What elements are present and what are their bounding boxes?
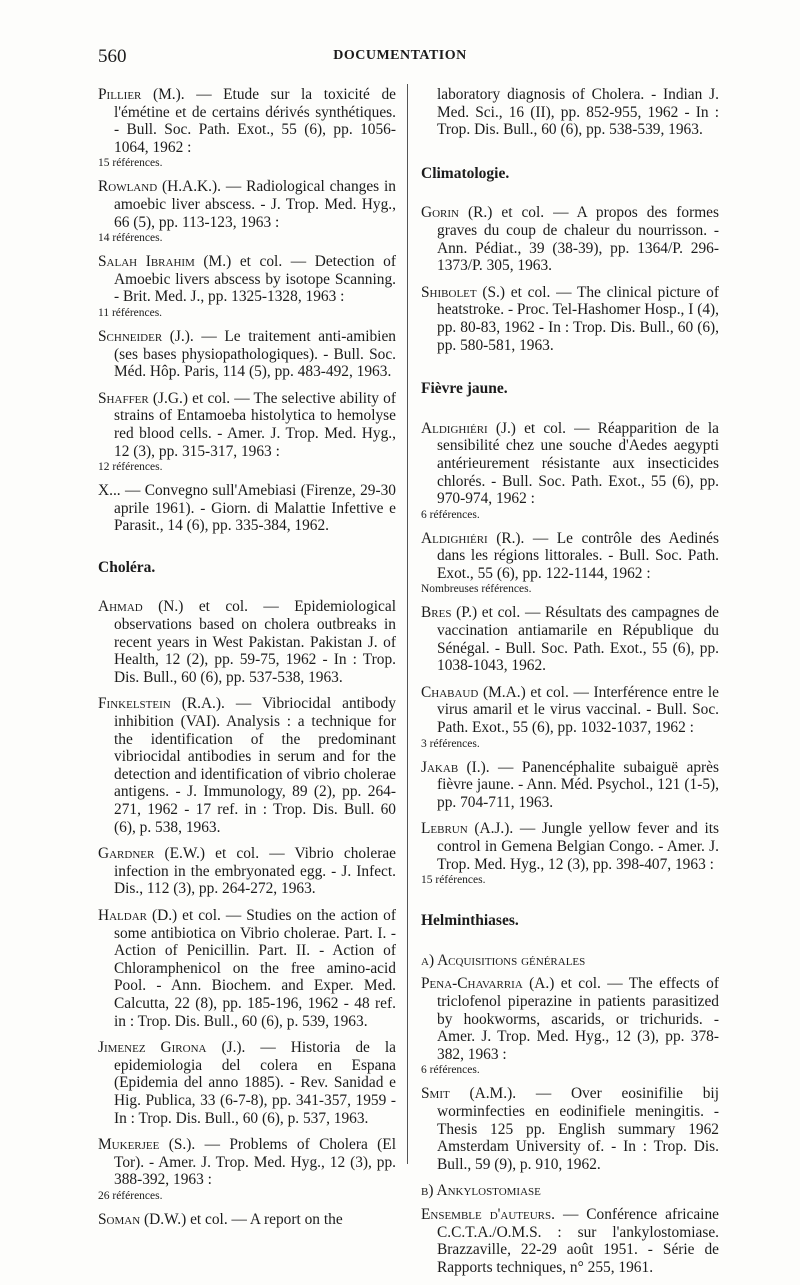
- entry-text: — Convegno sull'Amebiasi (Firenze, 29-30 aprile 1961). - Giorn. di Malattie Infettive e Parasit., 14 (6), pp. 335-384, 1962.: [114, 482, 396, 535]
- entry-refs: 3 références.: [421, 737, 480, 750]
- entry-author: Ensemble d'auteurs.: [421, 1205, 555, 1223]
- bibliography-entry: [421, 975, 719, 1076]
- entry-text: et col. — The effects of triclofenol piperazine in patients parasitized by hookworms, ascarids, or trichurids. - Amer. J. Trop. Med. Hyg., 12 (3), pp. 378-382, 1963 :: [437, 975, 719, 1063]
- bibliography-entry: [421, 1206, 719, 1276]
- bibliography-entry: [98, 328, 396, 381]
- entry-author: Lebrun (A.J.).: [421, 820, 514, 838]
- entry-text: — Jungle yellow fever and its control in Gemena Belgian Congo. - Amer. J. Trop. Med. Hyg., 12 (3), pp. 398-407, 1963 :: [437, 820, 719, 873]
- bibliography-entry: [421, 420, 719, 521]
- entry-text: et col. — A propos des formes graves du coup de chaleur du nourrisson. - Ann. Pédiat., 39 (38-39), pp. 1364/P. 296-1373/P. 305, 1963.: [437, 204, 719, 275]
- entry-text: — Radiological changes in amoebic liver abscess. - J. Trop. Med. Hyg., 66 (5), pp. 113-123, 1963 :: [114, 178, 396, 231]
- entry-author: Pena-Chavarria (A.): [421, 975, 555, 993]
- entry-author: X...: [98, 482, 121, 500]
- subsection-heading-a: a) Acquisitions générales: [421, 951, 586, 969]
- entry-refs: 11 références.: [98, 306, 163, 319]
- bibliography-entry: [421, 820, 719, 886]
- entry-author: Pillier (M.).: [98, 86, 185, 103]
- bibliography-entry: [421, 284, 719, 354]
- entry-text: et col. — Studies on the action of some antibiotica on Vibrio cholerae. Part. I. - Action of Penicillin. Part. II. - Action of Chloramphenicol on the free amino-acid Pool. - Ann. Biochem. and Exper. Med. Calcutta, 22 (8), pp. 185-196, 1962 - 48 ref. in : Trop. Dis. Bull., 60 (6), p. 539, 1963.: [114, 906, 396, 1030]
- column-divider: [407, 84, 408, 1164]
- entry-text: — Le contrôle des Aedinés dans les régions littorales. - Bull. Soc. Path. Exot., 55 (6), pp. 122-1144, 1962 :: [437, 529, 719, 582]
- entry-refs: 12 références.: [98, 461, 163, 474]
- bibliography-entry: [98, 1039, 396, 1127]
- bibliography-entry: [98, 390, 396, 473]
- running-head: DOCUMENTATION: [333, 48, 467, 63]
- entry-refs: 26 références.: [98, 1189, 163, 1202]
- entry-author: Rowland (H.A.K.).: [98, 178, 221, 196]
- entry-text: et col. — Réapparition de la sensibilité chez une souche d'Aedes aegypti antérieurement résistante aux insecticides chlorés. - Bull. Soc. Path. Exot., 55 (6), pp. 970-974, 1962 :: [437, 419, 719, 508]
- entry-author: Chabaud (M.A.): [421, 683, 526, 701]
- entry-author: Bres (P.): [421, 604, 478, 622]
- bibliography-entry: [421, 1085, 719, 1173]
- section-heading-climatologie: Climatologie.: [421, 164, 510, 182]
- entry-author: Ahmad (N.): [98, 598, 184, 616]
- bibliography-entry: [98, 695, 396, 836]
- bibliography-entry: [421, 684, 719, 750]
- bibliography-entry: [98, 907, 396, 1030]
- right-column: [421, 86, 719, 1285]
- entry-author: Haldar (D.): [98, 906, 178, 924]
- entry-text: — Problems of Cholera (El Tor). - Amer. J. Trop. Med. Hyg., 12 (3), pp. 388-392, 1963 :: [114, 1136, 396, 1189]
- entry-text: et col. — Interférence entre le virus amaril et le virus vaccinal. - Bull. Soc. Path. Exot., 55 (6), pp. 1032-1037, 1962 :: [437, 683, 719, 737]
- entry-text: et col. — The selective ability of strains of Entamoeba histolytica to hemolyse red blood cells. - Amer. J. Trop. Med. Hyg., 12 (3), pp. 315-317, 1963 :: [114, 389, 396, 460]
- entry-text: et col. — Detection of Amoebic livers abscess by isotope Scanning. - Brit. Med. J., pp. 1325-1328, 1963 :: [114, 253, 396, 306]
- bibliography-entry: [421, 530, 719, 596]
- entry-refs: Nombreuses références.: [421, 583, 532, 596]
- entry-author: Gorin (R.): [421, 204, 493, 222]
- section-heading-fievre-jaune: Fièvre jaune.: [421, 380, 508, 398]
- page-number: 560: [98, 46, 127, 67]
- entry-refs: 6 références.: [421, 508, 480, 521]
- entry-author: Salah Ibrahim (M.): [98, 253, 232, 271]
- entry-continuation: laboratory diagnosis of Cholera. - Indian J. Med. Sci., 16 (II), pp. 852-955, 1962 - In : Trop. Dis. Bull., 60 (6), pp. 538-539, 1963.: [437, 86, 719, 139]
- entry-text: — Historia de la epidemiologia del colera en Espana (Epidemia del anno 1885). - Rev. Sanidad e Hig. Publica, 33 (6-7-8), pp. 341-357, 1959 - In : Trop. Dis. Bull., 60 (6), p. 537, 1963.: [114, 1039, 396, 1127]
- entry-text: et col. — Epidemiological observations based on cholera outbreaks in recent years in West Pakistan. Pakistan J. of Health, 12 (2), pp. 59-75, 1962 - In : Trop. Dis. Bull., 60 (6), pp. 537-538, 1963.: [114, 598, 396, 686]
- entry-text: et col. — Vibrio cholerae infection in the embryonated egg. - J. Infect. Dis., 112 (3), pp. 264-272, 1963.: [114, 845, 396, 898]
- entry-text: — Conférence africaine C.C.T.A./O.M.S. : sur l'ankylostomiase. Brazzaville, 22-29 août 1951. - Série de Rapports techniques, n° 255, 1961.: [437, 1205, 719, 1276]
- entry-refs: 15 références.: [421, 874, 486, 887]
- entry-text: — Vibriocidal antibody inhibition (VAI). Analysis : a technique for the identification of the predominant vibriocidal antibodies in serum and for the detection and identification of vibrio cholerae antigens. - J. Immunology, 89 (2), pp. 264-271, 1962 - 17 ref. in : Trop. Dis. Bull. 60 (6), p. 538, 1963.: [114, 695, 396, 836]
- subsection-heading-b: b) Ankylostomiase: [421, 1182, 541, 1200]
- entry-refs: 14 références.: [98, 232, 163, 245]
- entry-author: Schneider (J.).: [98, 327, 194, 345]
- entry-author: Jimenez Girona (J.).: [98, 1039, 246, 1057]
- bibliography-entry: [98, 253, 396, 319]
- entry-text: — Panencéphalite subaiguë après fièvre jaune. - Ann. Méd. Psychol., 121 (1-5), pp. 704-711, 1963.: [437, 758, 719, 811]
- entry-text: et col. — A report on the: [190, 1210, 343, 1228]
- entry-author: Shibolet (S.): [421, 283, 506, 301]
- entry-text: et col. — The clinical picture of heatstroke. - Proc. Tel-Hashomer Hosp., I (4), pp. 80-83, 1962 - In : Trop. Dis. Bull., 60 (6), pp. 580-581, 1963.: [437, 283, 720, 354]
- bibliography-entry: [98, 598, 396, 686]
- entry-author: Aldighiéri (R.).: [421, 529, 525, 547]
- entry-text: — Over eosinifilie bij worminfecties en eodinifiele meningitis. - Thesis 125 pp. English summary 1962 Amsterdam University of. - In : Trop. Dis. Bull., 59 (9), p. 910, 1962.: [437, 1085, 719, 1173]
- entry-author: Finkelstein (R.A.).: [98, 695, 225, 713]
- entry-author: Mukerjee (S.).: [98, 1136, 196, 1154]
- entry-text: et col. — Résultats des campagnes de vaccination antiamarile en République du Sénégal. - Bull. Soc. Path. Exot., 55 (6), pp. 1038-1043, 1962.: [437, 604, 719, 675]
- entry-author: Soman (D.W.): [98, 1210, 187, 1228]
- entry-author: Shaffer (J.G.): [98, 389, 188, 407]
- entry-author: Aldighiéri (J.): [421, 419, 516, 437]
- left-column: [98, 86, 396, 1237]
- bibliography-entry: [98, 845, 396, 898]
- entry-author: Gardner (E.W.): [98, 845, 205, 863]
- bibliography-entry: [421, 204, 719, 274]
- section-heading-helminthiases: Helminthiases.: [421, 912, 519, 930]
- bibliography-entry: [98, 482, 396, 535]
- bibliography-entry: [98, 1211, 396, 1229]
- entry-author: Smit (A.M.).: [421, 1085, 517, 1103]
- entry-text: — Etude sur la toxicité de l'émétine et de certains dérivés synthétiques. - Bull. Soc. Path. Exot., 55 (6), pp. 1056-1064, 1962 :: [114, 86, 396, 156]
- bibliography-entry: [421, 604, 719, 674]
- entry-refs: 6 références.: [421, 1064, 480, 1077]
- entry-author: Jakab (I.).: [421, 758, 490, 776]
- entry-refs: 15 références.: [98, 157, 163, 170]
- entry-text: — Le traitement anti-amibien (ses bases physiopathologiques). - Bull. Soc. Méd. Hôp. Paris, 114 (5), pp. 483-492, 1963.: [114, 327, 396, 381]
- bibliography-entry: [98, 86, 396, 169]
- bibliography-entry: [98, 178, 396, 244]
- bibliography-entry: [421, 759, 719, 812]
- bibliography-entry: [98, 1136, 396, 1202]
- section-heading-cholera: Choléra.: [98, 558, 156, 576]
